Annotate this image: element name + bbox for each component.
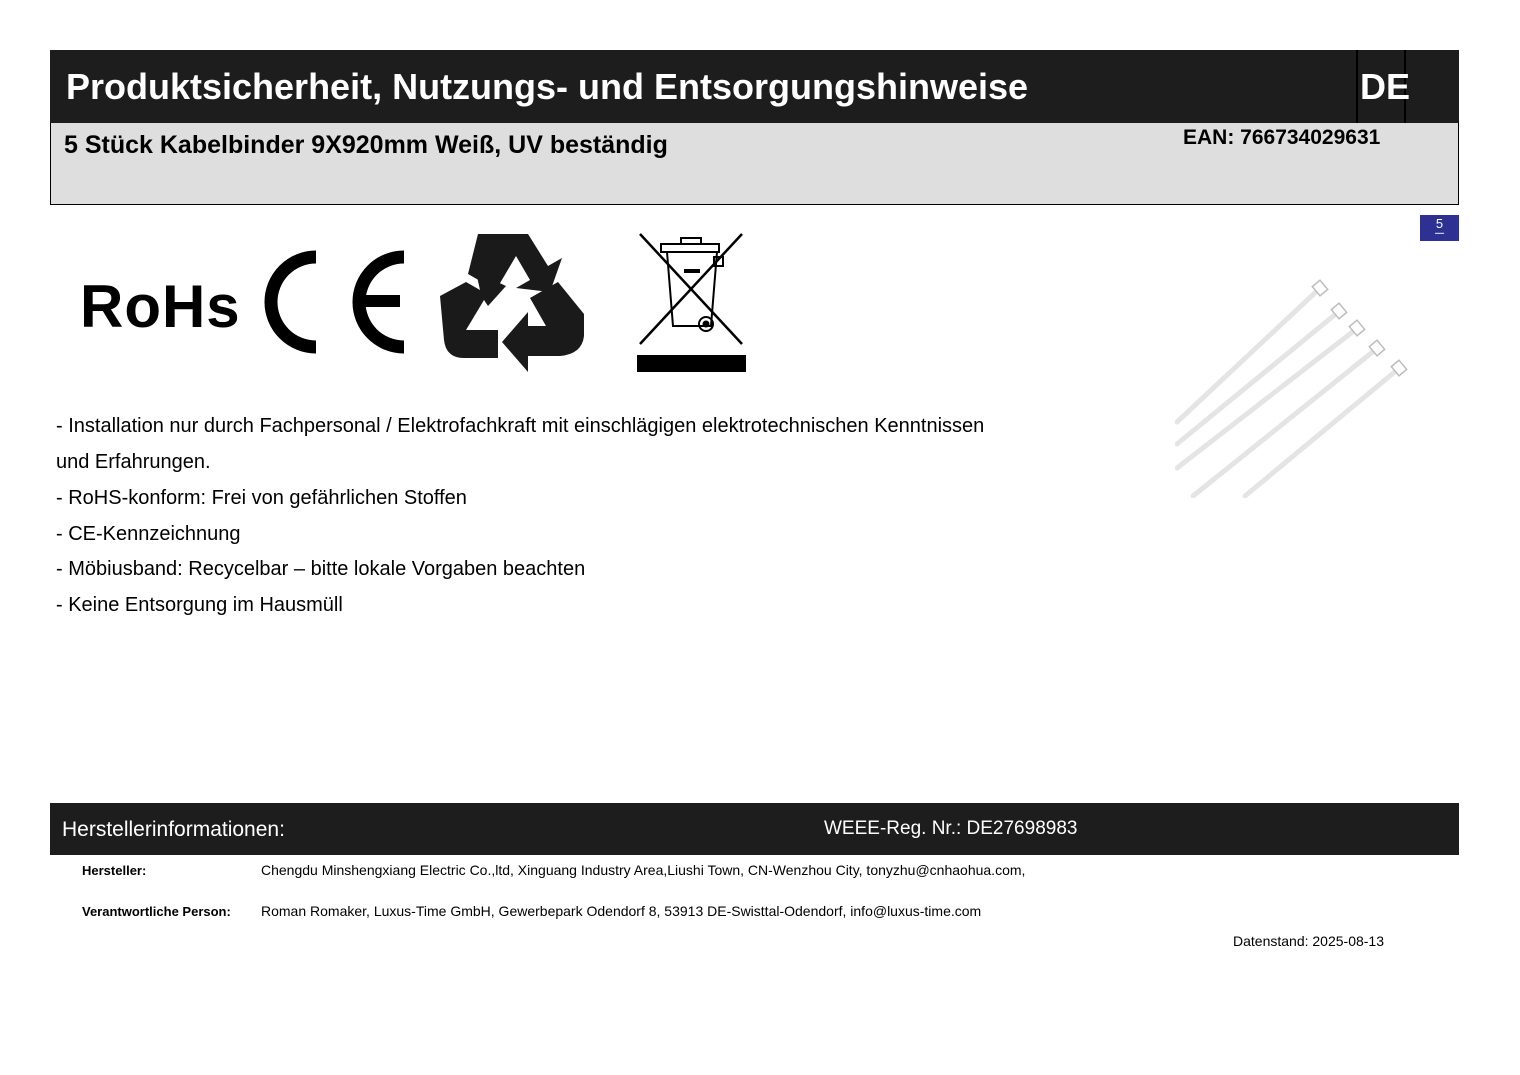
language-label: DE xyxy=(1360,66,1411,107)
note-rohs: - RoHS-konform: Frei von gefährlichen Stoffen xyxy=(56,487,467,509)
weee-registration: WEEE-Reg. Nr.: DE27698983 xyxy=(824,818,1078,839)
manufacturer-value: Chengdu Minshengxiang Electric Co.,ltd, Xinguang Industry Area,Liushi Town, CN-Wenzhou City, tonyzhu@cnhaohua.com, xyxy=(261,862,1026,878)
manufacturer-heading: Herstellerinformationen: xyxy=(62,818,285,841)
pack-badge-mark: ━━━ xyxy=(1434,231,1445,237)
page-title: Produktsicherheit, Nutzungs- und Entsorgungshinweise xyxy=(66,66,1029,107)
pack-badge xyxy=(1420,215,1459,241)
ean-label: EAN: 766734029631 xyxy=(1183,126,1381,149)
manufacturer-label: Hersteller: xyxy=(82,863,147,878)
responsible-person-label: Verantwortliche Person: xyxy=(82,904,231,919)
note-installation: - Installation nur durch Fachpersonal / Elektrofachkraft mit einschlägigen elektrotechnischen Kenntnissen xyxy=(56,415,985,437)
note-ce: - CE-Kennzeichnung xyxy=(56,523,241,545)
recycling-icon xyxy=(436,230,588,375)
pack-badge-count: 5 xyxy=(1435,216,1444,231)
data-date: Datenstand: 2025-08-13 xyxy=(1233,933,1384,949)
rohs-logo: RoHs xyxy=(80,273,241,340)
weee-crossed-bin-icon xyxy=(634,230,748,375)
ce-mark-icon xyxy=(256,248,411,356)
responsible-person-value: Roman Romaker, Luxus-Time GmbH, Gewerbepark Odendorf 8, 53913 DE-Swisttal-Odendorf, info@luxus-time.com xyxy=(261,903,982,919)
product-name: 5 Stück Kabelbinder 9X920mm Weiß, UV beständig xyxy=(64,131,668,159)
note-installation-cont: und Erfahrungen. xyxy=(56,451,211,473)
cable-ties-product-image xyxy=(1175,278,1410,498)
note-disposal: - Keine Entsorgung im Hausmüll xyxy=(56,594,343,616)
note-recycling: - Möbiusband: Recycelbar – bitte lokale Vorgaben beachten xyxy=(56,558,586,580)
